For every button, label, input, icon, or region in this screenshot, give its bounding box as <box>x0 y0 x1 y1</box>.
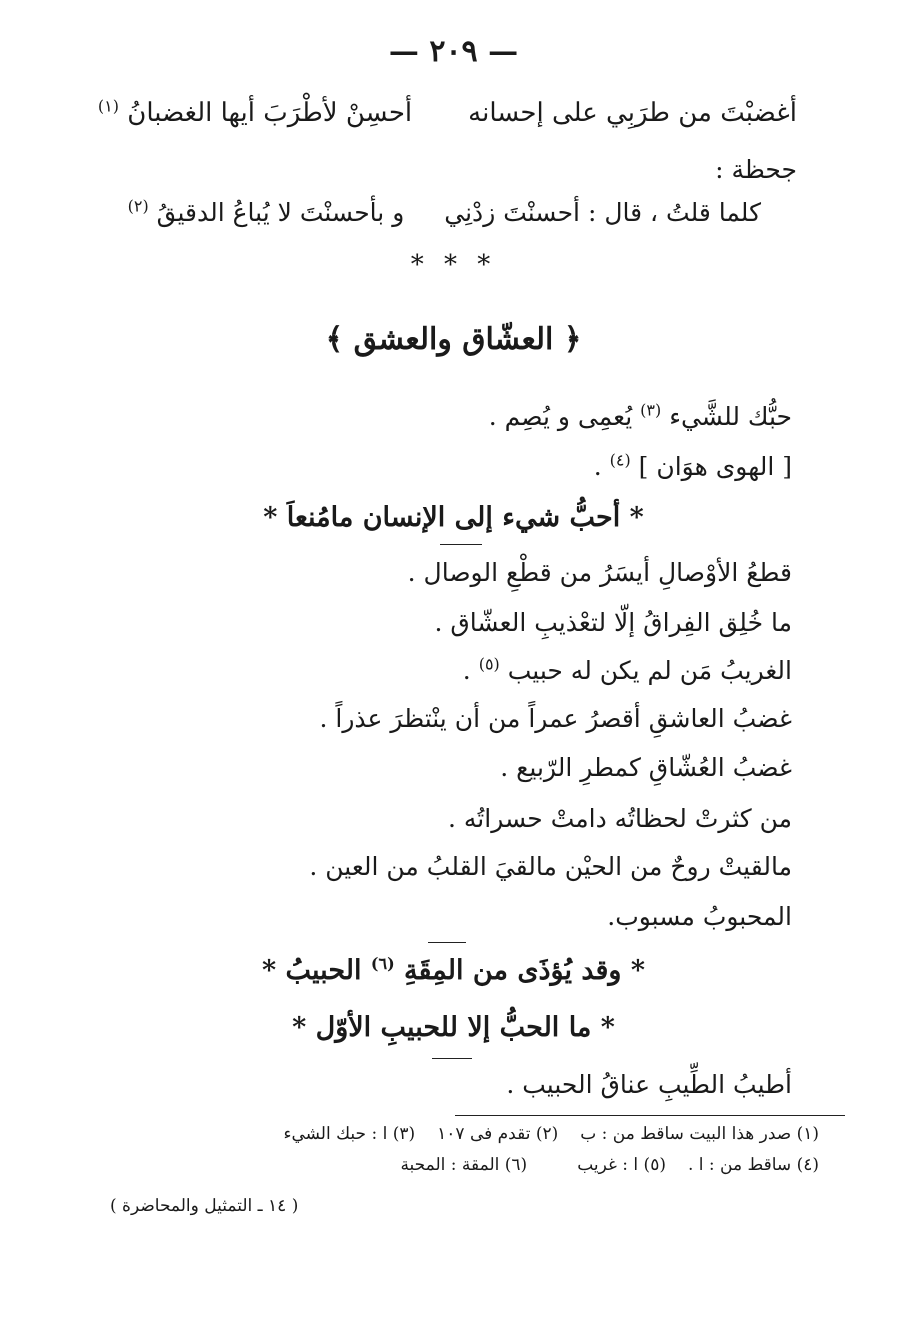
saying-line: مالقيتْ روحٌ من الحيْن مالقيَ القلبُ من العين . <box>309 852 792 881</box>
verse-quote: * أحبُّ شيء إلى الإنسان مامُنعاَ * <box>263 502 644 533</box>
verse-1-second-hemistich: أحسِنْ لأطْرَبَ أيها الغضبانُ <box>127 98 413 128</box>
saying-line: قطعُ الأوْصالِ أيسَرُ من قطْعِ الوصال . <box>407 558 792 587</box>
overline-mark <box>440 544 482 545</box>
footnote-ref: (٦) <box>370 954 395 973</box>
footnote-1: (١) صدر هذا البيت ساقط من : ب <box>580 1124 819 1144</box>
footnote-rule <box>455 1115 845 1116</box>
verse-1-first-hemistich: أغضبْتَ من طرَبِي على إحسانه <box>468 98 797 128</box>
footnote-ref: (٣) <box>640 400 662 420</box>
verse-line-2 <box>128 198 761 227</box>
saying-line: ما خُلِق الفِراقُ إلّا لتعْذيبِ العشّاق . <box>434 608 792 637</box>
verse-2-first-hemistich: كلما قلتُ ، قال : أحسنْتَ زدْنِي <box>444 198 761 227</box>
footnote-line <box>261 1124 819 1144</box>
footnote-line <box>378 1155 819 1175</box>
footnote-ref: (٤) <box>609 450 631 470</box>
verse-quote: * ما الحبُّ إلا للحبيبِ الأوّل * <box>292 1012 615 1043</box>
signature-mark: ( ١٤ ـ التمثيل والمحاضرة ) <box>110 1196 299 1216</box>
saying-line: من كثرتْ لحظاتُه دامتْ حسراتُه . <box>448 804 792 833</box>
saying-line: الغريبُ مَن لم يكن له حبيب $^{(٥)}$ . <box>462 654 792 685</box>
footnote-ref: (٢) <box>127 196 149 216</box>
footnote-ref: (٥) <box>478 654 500 674</box>
verse-2-second-hemistich: و بأحسنْتَ لا يُباعُ الدقيقُ <box>156 198 405 227</box>
verse-quote: * وقد يُؤذَى من المِقَةِ $^{(٦)}$ الحبيبُ * <box>262 954 645 986</box>
saying-line: أطيبُ الطِّيبِ عناقُ الحبيب . <box>506 1070 792 1099</box>
saying-line: غضبُ العاشقِ أقصرُ عمراً من أن ينْتظرَ عذراً . <box>319 704 792 733</box>
overline-mark <box>428 942 466 943</box>
verse-line-1 <box>98 98 797 128</box>
saying-line: غضبُ العُشّاقِ كمطرِ الرّبيع . <box>500 753 792 782</box>
section-title: ﴿ العشّاق والعشق ﴾ <box>325 322 582 357</box>
footnote-ref: (١) <box>97 96 119 116</box>
footnote-2: (٢) تقدم فى ١٠٧ <box>437 1124 559 1144</box>
footnote-5: (٥) ا : غريب <box>577 1155 666 1175</box>
saying-line: [ الهوى هوَان ] $^{(٤)}$ . <box>593 450 792 481</box>
saying-line: المحبوبُ مسبوب. <box>607 902 792 931</box>
overline-mark <box>432 1058 472 1059</box>
footnote-4: (٤) ساقط من : ا . <box>687 1155 819 1175</box>
footnote-3: (٣) ا : حبك الشيء <box>283 1124 416 1144</box>
saying-line: حبُّك للشَّيء $^{(٣)}$ يُعمِى و يُصِم . <box>488 400 792 431</box>
poet-label: جحظة : <box>715 155 797 184</box>
section-divider-stars: * * * <box>410 250 497 280</box>
page-number: — ٢٠٩ — <box>388 34 519 69</box>
footnote-6: (٦) المقة : المحبة <box>400 1155 528 1175</box>
